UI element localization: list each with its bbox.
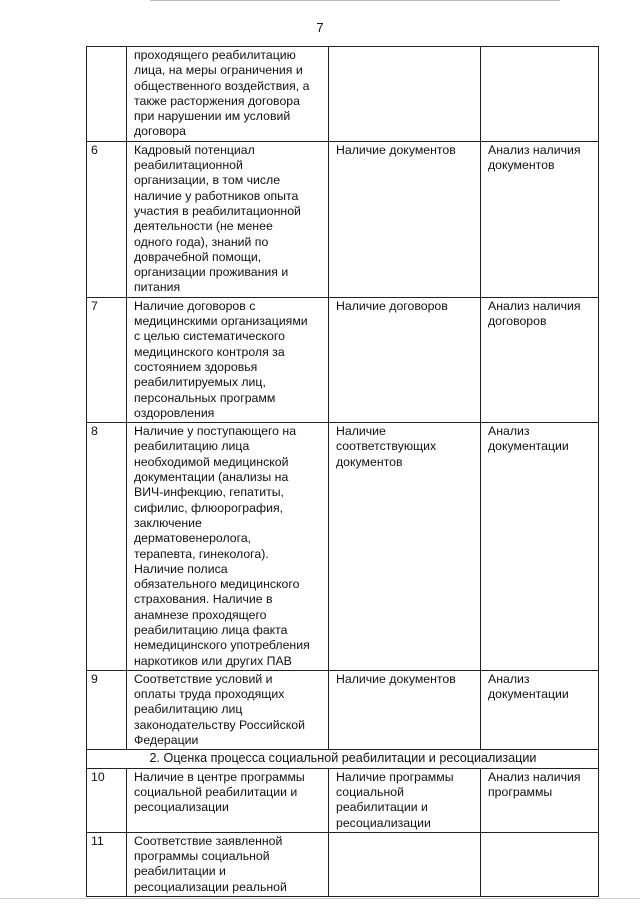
- table-row: [87, 832, 599, 896]
- criterion-text: Наличие у поступающего на реабилитацию лица необходимой медицинской документации (анализы на ВИЧ-инфекцию, гепатиты, сифилис, флюорография, заключение дерматовенеролога, терапевта, гинеколога). Наличие полиса обязательного медицинского страхования. Наличие в анамнезе проходящего реабилитацию лица факта немедицинского употребления наркотиков или других ПАВ: [134, 424, 310, 668]
- indicator-text: Наличие соответствующих документов: [336, 424, 437, 469]
- section-row: [87, 750, 599, 768]
- table-row: [87, 768, 599, 832]
- bottom-rule: [0, 898, 640, 899]
- row-number: 11: [87, 832, 127, 896]
- row-number: 7: [87, 297, 127, 422]
- method-text: Анализ документации: [488, 424, 569, 454]
- criterion-text: Наличие договоров с медицинскими организациями с целью систематического медицинского контроля за состоянием здоровья реабилитируемых лиц, персональных программ оздоровления: [134, 298, 308, 420]
- method-text: Анализ наличия документов: [488, 142, 581, 173]
- row-number: 8: [87, 423, 127, 671]
- table-row: [87, 423, 599, 671]
- criterion-text: Наличие в центре программы социальной реабилитации и ресоциализации: [134, 769, 305, 815]
- table-row: [87, 670, 599, 749]
- table-row: [87, 141, 599, 297]
- section-heading: 2. Оценка процесса социальной реабилитации и ресоциализации: [87, 750, 599, 768]
- row-number: [87, 47, 127, 142]
- indicator-text: Наличие документов: [336, 142, 456, 157]
- criterion-text: проходящего реабилитацию лица, на меры ограничения и общественного воздействия, а также расторжения договора при нарушении им условий договора: [134, 48, 310, 139]
- table-row: [87, 47, 599, 142]
- top-rule: [150, 0, 560, 1]
- method-text: Анализ наличия договоров: [488, 298, 581, 329]
- criteria-table: [86, 46, 599, 897]
- method-text: Анализ документации: [488, 671, 569, 702]
- indicator-text: Наличие программы социальной реабилитации и ресоциализации: [336, 769, 454, 830]
- indicator-text: Наличие договоров: [336, 298, 448, 313]
- table-row: [87, 297, 599, 422]
- criterion-text: Соответствие заявленной программы социальной реабилитации и ресоциализации реальной: [134, 833, 287, 894]
- method-text: Анализ наличия программы: [488, 769, 581, 799]
- indicator-text: Наличие документов: [336, 671, 456, 686]
- row-number: 6: [87, 141, 127, 297]
- criterion-text: Соответствие условий и оплаты труда проходящих реабилитацию лиц законодательству Российской Федерации: [134, 671, 305, 748]
- criterion-text: Кадровый потенциал реабилитационной организации, в том числе наличие у работников опыта участия в реабилитационной деятельности (не менее одного года), знаний по доврачебной помощи, организации проживания и питания: [134, 142, 301, 295]
- row-number: 9: [87, 670, 127, 749]
- page-number: 7: [316, 20, 324, 35]
- row-number: 10: [87, 768, 127, 832]
